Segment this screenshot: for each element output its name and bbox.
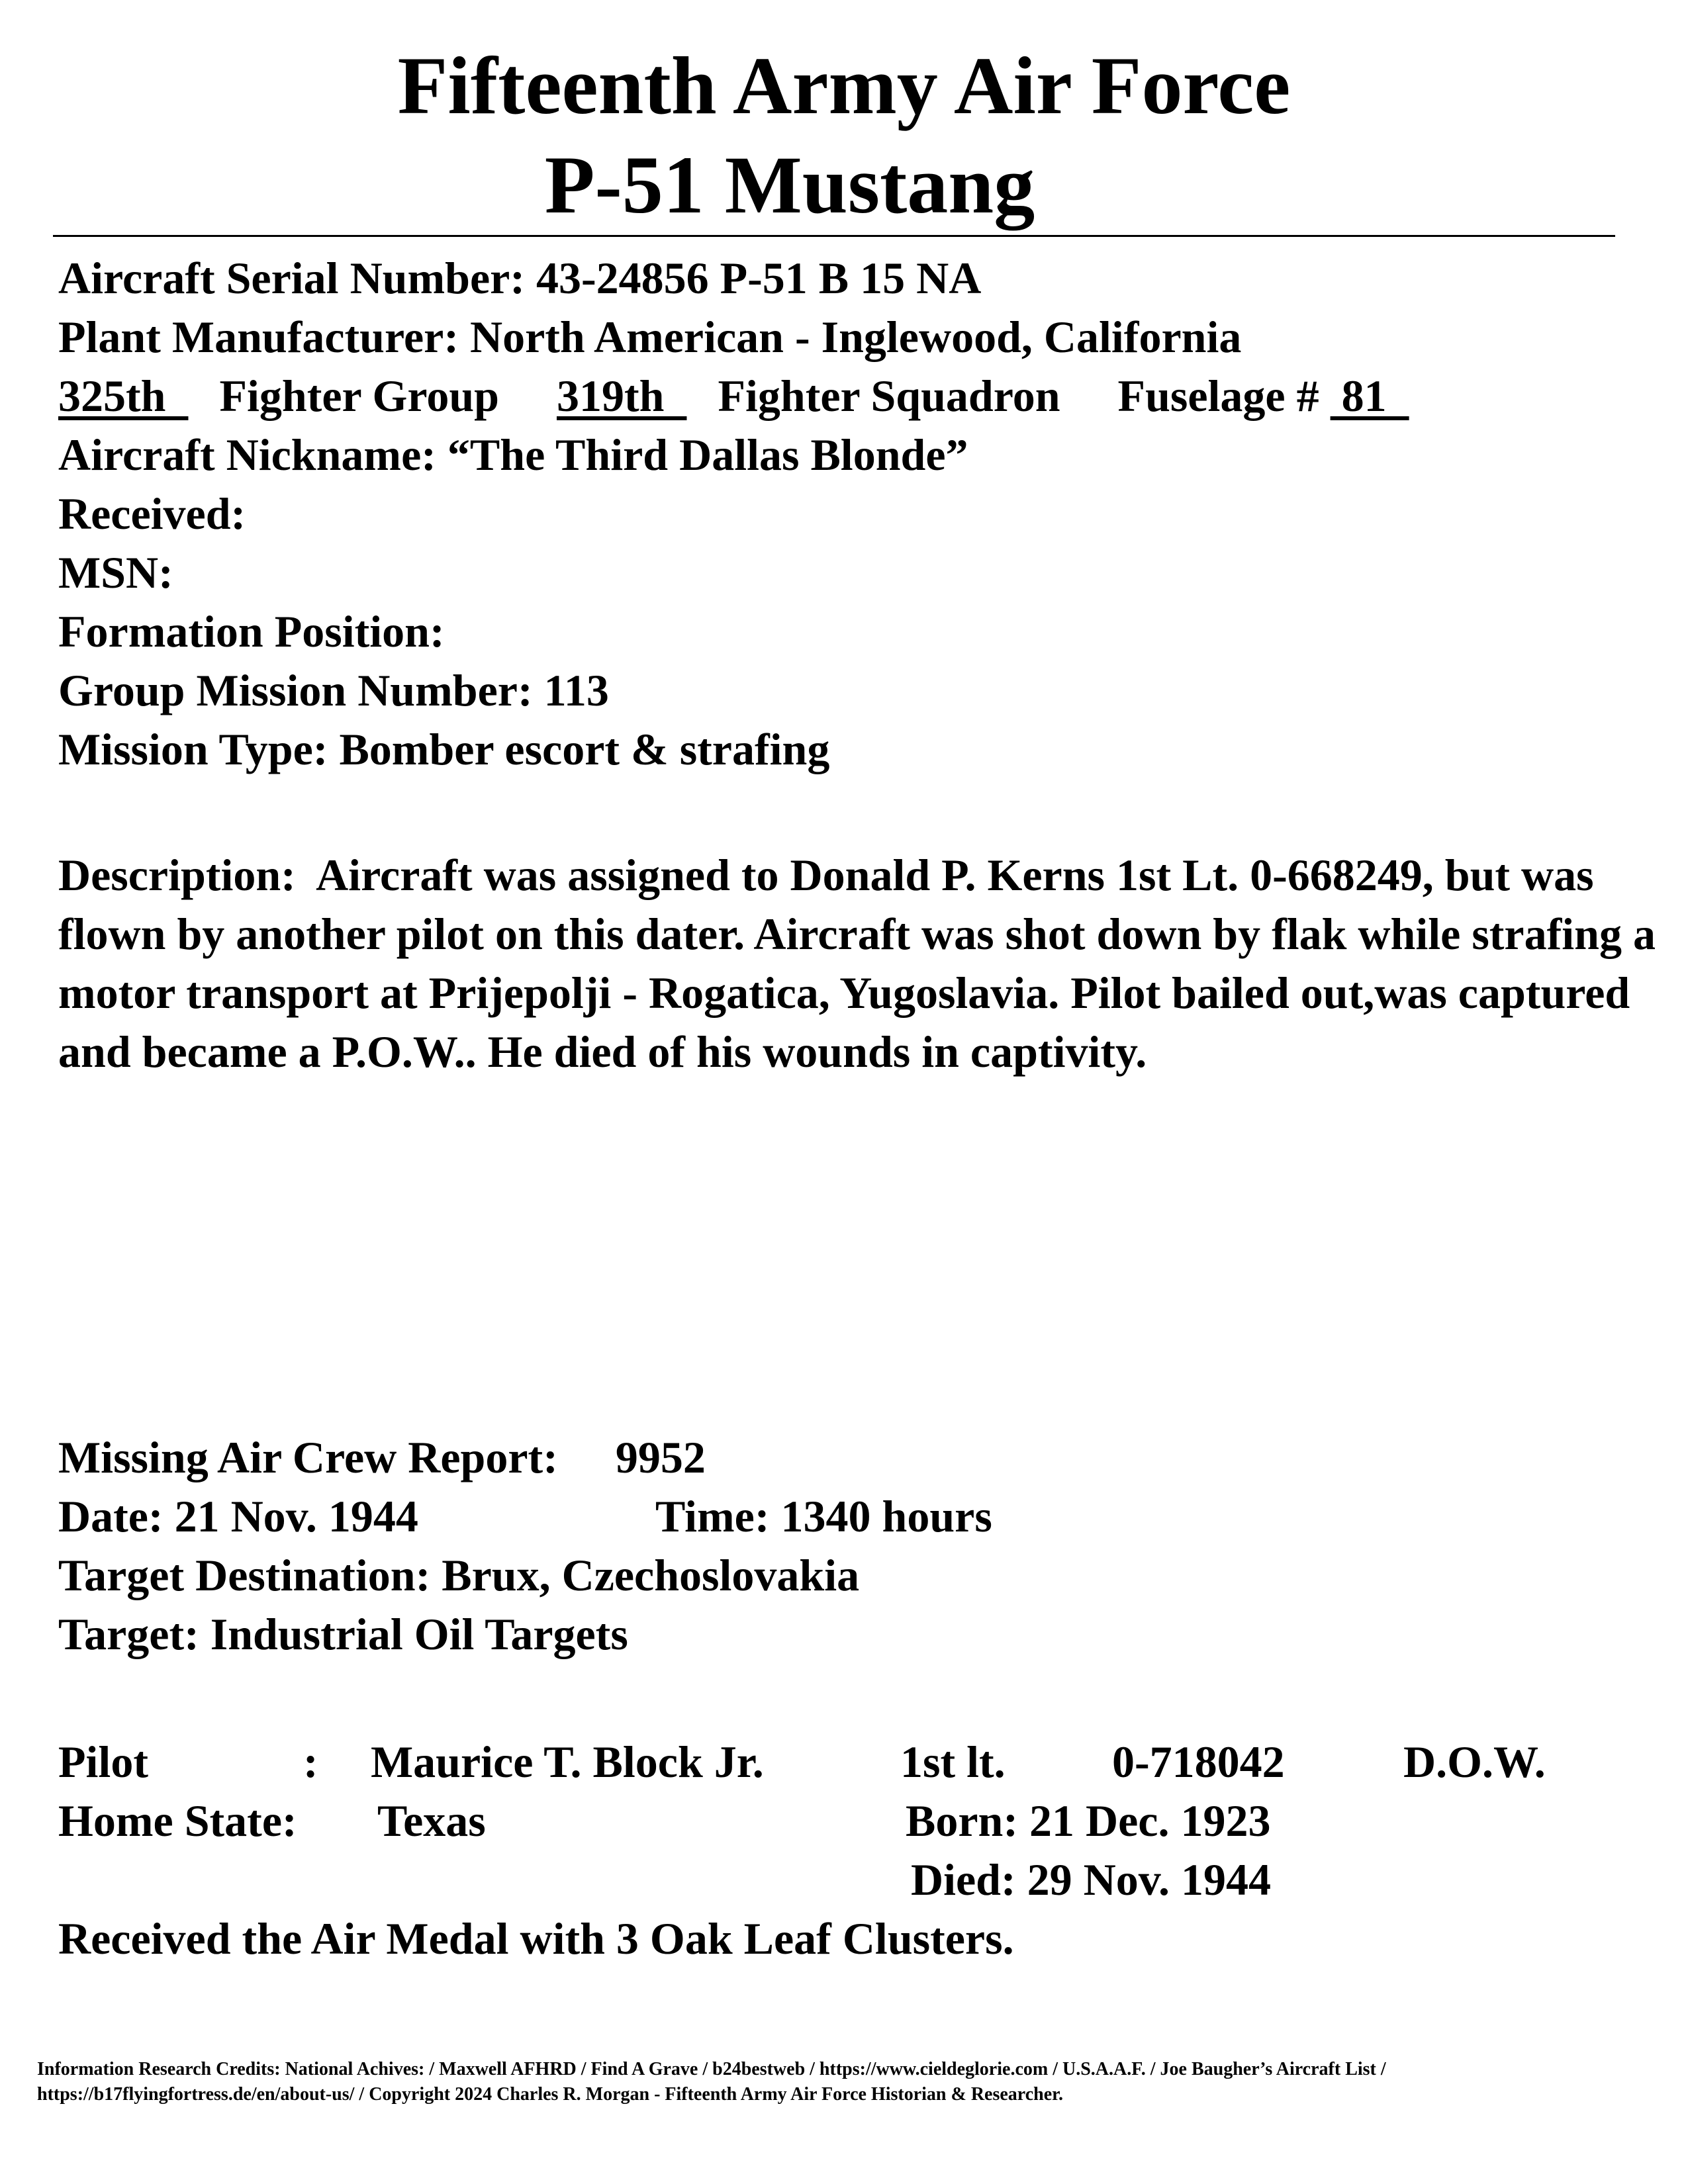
died-value: 29 Nov. 1944 bbox=[1027, 1854, 1272, 1905]
mission-number-value: 113 bbox=[543, 665, 609, 715]
time-label: Time: bbox=[655, 1491, 770, 1541]
target-value: Industrial Oil Targets bbox=[210, 1609, 628, 1659]
time-row bbox=[655, 1490, 992, 1543]
fighter-squadron-label: Fighter Squadron bbox=[718, 371, 1060, 421]
award-text: Received the Air Medal with 3 Oak Leaf Clusters. bbox=[58, 1913, 1014, 1964]
home-state-value: Texas bbox=[377, 1796, 486, 1846]
fighter-group-number: 325th bbox=[58, 371, 189, 421]
target-label: Target: bbox=[58, 1609, 199, 1659]
mission-type-label: Mission Type: bbox=[58, 724, 328, 774]
destination-value: Brux, Czechoslovakia bbox=[442, 1550, 860, 1600]
macr-value: 9952 bbox=[615, 1432, 706, 1482]
page-subtitle: P-51 Mustang bbox=[544, 140, 1035, 230]
mission-type-value: Bomber escort & strafing bbox=[339, 724, 830, 774]
destination-row bbox=[58, 1549, 859, 1602]
pilot-name: Maurice T. Block Jr. bbox=[371, 1737, 764, 1787]
serial-number-row bbox=[58, 251, 981, 304]
macr-row bbox=[58, 1431, 706, 1484]
serial-number-label: Aircraft Serial Number: bbox=[58, 253, 525, 303]
died-label: Died: bbox=[911, 1854, 1016, 1905]
credits-line-1: Information Research Credits: National Achives: / Maxwell AFHRD / Find A Grave / b24bestweb / https://www.cieldeglorie.com / U.S.A.A.F. / Joe Baugher’s Aircraft List / bbox=[37, 2059, 1386, 2079]
nickname-row bbox=[58, 428, 968, 481]
msn-label: MSN: bbox=[58, 547, 173, 598]
target-row bbox=[58, 1608, 628, 1661]
formation-position-label: Formation Position: bbox=[58, 606, 445, 657]
pilot-rank: 1st lt. bbox=[900, 1737, 1006, 1787]
manufacturer-label: Plant Manufacturer: bbox=[58, 312, 459, 362]
unit-row bbox=[58, 369, 1409, 422]
manufacturer-value: North American - Inglewood, California bbox=[469, 312, 1242, 362]
home-state-label: Home State: bbox=[58, 1796, 297, 1846]
fighter-squadron-number: 319th bbox=[556, 371, 687, 421]
serial-number-value: 43-24856 P-51 B 15 NA bbox=[536, 253, 982, 303]
nickname-value: “The Third Dallas Blonde” bbox=[447, 430, 968, 480]
description-paragraph bbox=[58, 846, 1667, 1081]
mission-type-row bbox=[58, 723, 829, 776]
description-label: Description: bbox=[58, 850, 296, 900]
credits-line-2: https://b17flyingfortress.de/en/about-us/ / Copyright 2024 Charles R. Morgan - Fifteenth Army Air Force Historian & Researcher. bbox=[37, 2084, 1063, 2105]
mission-number-label: Group Mission Number: bbox=[58, 665, 533, 715]
destination-label: Target Destination: bbox=[58, 1550, 431, 1600]
received-label: Received: bbox=[58, 488, 246, 539]
born-value: 21 Dec. 1923 bbox=[1029, 1796, 1271, 1846]
pilot-serial: 0-718042 bbox=[1112, 1737, 1285, 1787]
time-value: 1340 hours bbox=[780, 1491, 992, 1541]
macr-label: Missing Air Crew Report: bbox=[58, 1432, 558, 1482]
research-credits bbox=[37, 2057, 1659, 2107]
pilot-status: D.O.W. bbox=[1403, 1737, 1546, 1787]
header-divider bbox=[53, 235, 1615, 237]
date-label: Date: bbox=[58, 1491, 164, 1541]
page-title: Fifteenth Army Air Force bbox=[397, 40, 1291, 131]
nickname-label: Aircraft Nickname: bbox=[58, 430, 436, 480]
fighter-group-label: Fighter Group bbox=[219, 371, 499, 421]
born-label: Born: bbox=[906, 1796, 1018, 1846]
mission-number-row bbox=[58, 664, 609, 717]
description-text: Aircraft was assigned to Donald P. Kerns 1st Lt. 0-668249, but was flown by another pilot on this dater. Aircraft was shot down by flak while strafing a motor transport at Prijepolji - Rogatica, Yugoslavia. Pilot bailed out,was captured and became a P.O.W.. He died of his wounds in captivity. bbox=[58, 850, 1656, 1077]
fuselage-value: 81 bbox=[1330, 371, 1409, 421]
fuselage-label: Fuselage # bbox=[1117, 371, 1319, 421]
date-value: 21 Nov. 1944 bbox=[174, 1491, 418, 1541]
date-row bbox=[58, 1490, 418, 1543]
born-row bbox=[906, 1794, 1270, 1847]
pilot-colon: : bbox=[303, 1737, 318, 1787]
died-row bbox=[911, 1853, 1271, 1906]
pilot-label: Pilot bbox=[58, 1737, 148, 1787]
manufacturer-row bbox=[58, 310, 1241, 363]
